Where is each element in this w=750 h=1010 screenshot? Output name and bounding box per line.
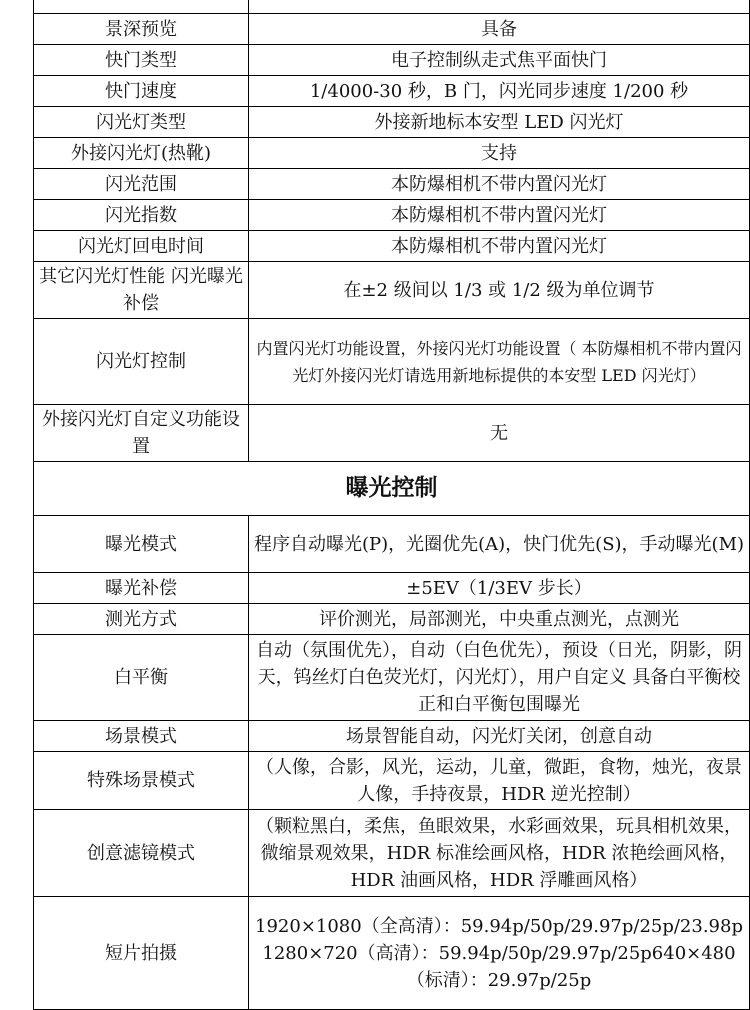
row-label: 场景模式 xyxy=(34,721,249,752)
row-label: 白平衡 xyxy=(34,635,249,721)
row-value: ±5EV（1/3EV 步长） xyxy=(249,573,750,604)
row-label xyxy=(34,0,249,14)
table-row xyxy=(34,262,750,319)
table-row xyxy=(34,0,750,14)
row-label: 测光方式 xyxy=(34,604,249,635)
row-label: 外接闪光灯自定义功能设置 xyxy=(34,405,249,462)
row-label: 闪光灯控制 xyxy=(34,319,249,405)
table-row xyxy=(34,810,750,897)
row-value: 电子控制纵走式焦平面快门 xyxy=(249,45,750,76)
row-value: 自动（氛围优先），自动（白色优先），预设（日光，阴影，阴天，钨丝灯白色荧光灯，闪光灯），用户自定义 具备白平衡校正和白平衡包围曝光 xyxy=(249,635,750,721)
row-label: 曝光补偿 xyxy=(34,573,249,604)
table-row xyxy=(34,45,750,76)
table-row xyxy=(34,76,750,107)
table-row xyxy=(34,200,750,231)
row-value: 在±2 级间以 1/3 或 1/2 级为单位调节 xyxy=(249,262,750,319)
row-value: 具备 xyxy=(249,14,750,45)
table-row xyxy=(34,721,750,752)
table-row xyxy=(34,169,750,200)
row-label: 快门类型 xyxy=(34,45,249,76)
row-value: 支持 xyxy=(249,138,750,169)
row-value: 1/4000-30 秒，B 门，闪光同步速度 1/200 秒 xyxy=(249,76,750,107)
row-label: 曝光模式 xyxy=(34,516,249,573)
row-value: 场景智能自动，闪光灯关闭，创意自动 xyxy=(249,721,750,752)
row-label: 闪光指数 xyxy=(34,200,249,231)
table-row xyxy=(34,405,750,462)
row-value: （人像，合影，风光，运动，儿童，微距，食物，烛光，夜景人像，手持夜景，HDR 逆光控制） xyxy=(249,752,750,810)
row-label: 其它闪光灯性能 闪光曝光补偿 xyxy=(34,262,249,319)
row-value: （颗粒黑白，柔焦，鱼眼效果，水彩画效果，玩具相机效果，微缩景观效果，HDR 标准绘画风格，HDR 浓艳绘画风格，HDR 油画风格，HDR 浮雕画风格） xyxy=(249,810,750,897)
table-row xyxy=(34,138,750,169)
row-value: 本防爆相机不带内置闪光灯 xyxy=(249,231,750,262)
row-value: 无 xyxy=(249,405,750,462)
row-label: 短片拍摄 xyxy=(34,897,249,1010)
row-value: 1920×1080（全高清）：59.94p/50p/29.97p/25p/23.98p 1280×720（高清）：59.94p/50p/29.97p/25p640×480（标清）：29.97p/25p xyxy=(249,897,750,1010)
row-label: 闪光范围 xyxy=(34,169,249,200)
table-row xyxy=(34,897,750,1010)
row-value: 本防爆相机不带内置闪光灯 xyxy=(249,169,750,200)
table-row xyxy=(34,604,750,635)
section-row xyxy=(34,462,750,516)
row-value xyxy=(249,0,750,14)
row-label: 快门速度 xyxy=(34,76,249,107)
section-title: 曝光控制 xyxy=(34,462,750,516)
table-row xyxy=(34,635,750,721)
row-value: 评价测光，局部测光，中央重点测光，点测光 xyxy=(249,604,750,635)
row-label: 闪光灯回电时间 xyxy=(34,231,249,262)
row-label: 闪光灯类型 xyxy=(34,107,249,138)
table-row xyxy=(34,573,750,604)
row-value: 外接新地标本安型 LED 闪光灯 xyxy=(249,107,750,138)
row-value: 内置闪光灯功能设置，外接闪光灯功能设置（ 本防爆相机不带内置闪光灯外接闪光灯请选用新地标提供的本安型 LED 闪光灯） xyxy=(249,319,750,405)
row-label: 创意滤镜模式 xyxy=(34,810,249,897)
row-value: 本防爆相机不带内置闪光灯 xyxy=(249,200,750,231)
row-label: 特殊场景模式 xyxy=(34,752,249,810)
table-row xyxy=(34,231,750,262)
table-row xyxy=(34,319,750,405)
row-label: 外接闪光灯(热靴) xyxy=(34,138,249,169)
table-row xyxy=(34,107,750,138)
spec-table xyxy=(33,0,750,1010)
table-row xyxy=(34,752,750,810)
row-label: 景深预览 xyxy=(34,14,249,45)
table-row xyxy=(34,516,750,573)
table-row xyxy=(34,14,750,45)
row-value: 程序自动曝光(P)，光圈优先(A)，快门优先(S)，手动曝光(M) xyxy=(249,516,750,573)
